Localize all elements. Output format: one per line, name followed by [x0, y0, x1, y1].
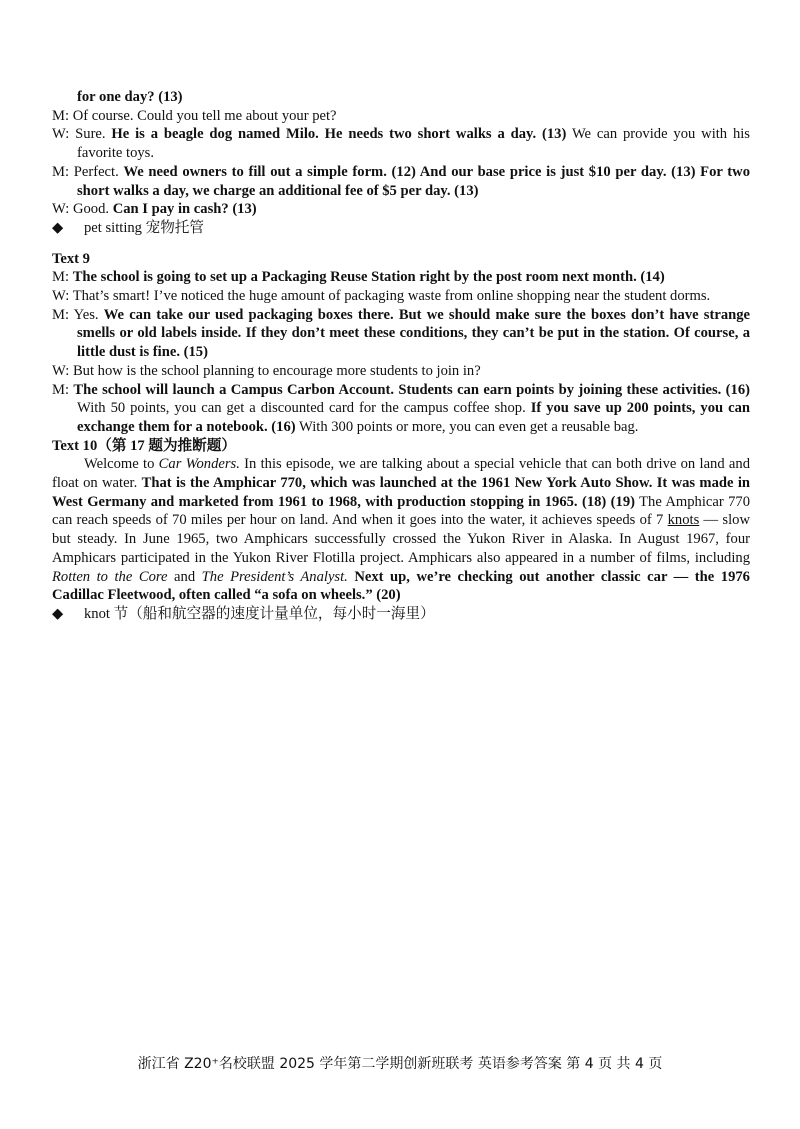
speaker-label: W:: [52, 362, 70, 379]
turn-text: We can provide you with his favorite toys.: [77, 126, 750, 162]
answer-evidence: Can I pay in cash? (13): [112, 201, 257, 218]
turn-text: That’s smart! I’ve noticed the huge amount of packaging waste from online shopping near the student dorms.: [72, 288, 711, 305]
passage-text: In this episode, we are talking about a special vehicle that can both drive on land and float on water.: [52, 456, 750, 492]
underlined-word: knots: [667, 512, 700, 529]
turn-text: With 50 points, you can get a discounted card for the campus coffee shop.: [77, 400, 526, 417]
text9-turn-w2: [52, 362, 750, 381]
text10-vocab-note: [52, 605, 750, 624]
speaker-label: M:: [52, 269, 70, 286]
text8-line-1-text: for one day? (13): [77, 89, 183, 105]
answer-evidence: That is the Amphicar 770, which was launched at the 1961 New York Auto Show. It was made in West Germany and marketed from 1961 to 1968, with production stopping in 1965. (18) (19): [52, 475, 750, 510]
speaker-label: M:: [52, 306, 70, 323]
turn-text: Good.: [72, 201, 110, 218]
section-gap: [52, 238, 750, 250]
text10-passage: [52, 455, 750, 605]
answer-evidence: Next up, we’re checking out another classic car — the 1976 Cadillac Fleetwood, often called “a sofa on wheels.” (20): [52, 568, 750, 604]
text9-heading: Text 9: [52, 250, 90, 267]
speaker-label: W:: [52, 201, 70, 218]
turn-text: With 300 points or more, you can even get a reusable bag.: [299, 418, 639, 435]
answer-evidence: The school will launch a Campus Carbon Account. Students can earn points by joining these activities. (16): [73, 381, 750, 398]
answer-evidence: The school is going to set up a Packaging Reuse Station right by the post room next month. (14): [72, 269, 665, 286]
turn-text: Perfect.: [73, 163, 119, 180]
answer-evidence: We need owners to fill out a simple form. (12) And our base price is just $10 per day. (13) For two short walks a day, we charge an additional fee of $5 per day. (13): [77, 163, 751, 199]
passage-text: Welcome to: [84, 456, 159, 473]
speaker-label: M:: [52, 163, 70, 180]
text8-turn-m2: [52, 163, 750, 200]
text10-heading: Text 10（第 17 题为推断题）: [52, 437, 236, 454]
page-footer: 浙江省 Z20⁺名校联盟 2025 学年第二学期创新班联考 英语参考答案 第 4 页 共 4 页: [137, 1056, 663, 1072]
text9-turn-w1: [52, 287, 750, 306]
text8-vocab-note: [52, 219, 750, 238]
speaker-label: W:: [52, 288, 70, 305]
film-title: Rotten to the Core: [52, 568, 168, 585]
speaker-label: M:: [52, 381, 70, 398]
text9-turn-m2: [52, 306, 750, 362]
answer-transcript: [52, 88, 750, 624]
speaker-label: W:: [52, 126, 70, 143]
show-title: Car Wonders.: [158, 456, 240, 473]
text8-line-1: [52, 88, 750, 107]
passage-text: The Amphicar 770 can reach speeds of 70 miles per hour on land. And when it goes into the water, it achieves speeds of 7: [52, 493, 750, 529]
turn-text: Sure.: [75, 126, 106, 143]
passage-text: — slow but steady. In June 1965, two Amphicars successfully crossed the Yukon River in Alaska. In August 1967, four Amphicars participated in the Yukon River Flotilla project. Amphicars also appeared in a number of films, including: [52, 512, 750, 566]
passage-text: and: [167, 568, 202, 585]
turn-text: Yes.: [73, 306, 99, 323]
text8-turn-w1: [52, 125, 750, 162]
answer-evidence: If you save up 200 points, you can exchange them for a notebook. (16): [77, 400, 750, 435]
vocab-note-text: knot 节（船和航空器的速度计量单位，每小时一海里）: [84, 605, 435, 622]
vocab-note-text: pet sitting 宠物托管: [84, 219, 204, 236]
answer-evidence: We can take our used packaging boxes there. But we should make sure the boxes don’t have strange smells or old labels inside. If they don’t meet these conditions, they can’t be put in the station. Of course, a little dust is fine. (15): [77, 306, 751, 361]
turn-text: But how is the school planning to encourage more students to join in?: [72, 362, 481, 379]
turn-text: Of course. Could you tell me about your pet?: [72, 107, 337, 124]
text9-turn-m3: [52, 381, 750, 437]
film-title: The President’s Analyst.: [201, 568, 348, 585]
diamond-bullet-icon: ◆: [52, 605, 64, 622]
text9-turn-m1: [52, 268, 750, 287]
text8-turn-w2: [52, 200, 750, 219]
speaker-label: M:: [52, 107, 70, 124]
text8-turn-m1: [52, 107, 750, 126]
diamond-bullet-icon: ◆: [52, 219, 64, 236]
answer-evidence: He is a beagle dog named Milo. He needs two short walks a day. (13): [111, 126, 567, 143]
